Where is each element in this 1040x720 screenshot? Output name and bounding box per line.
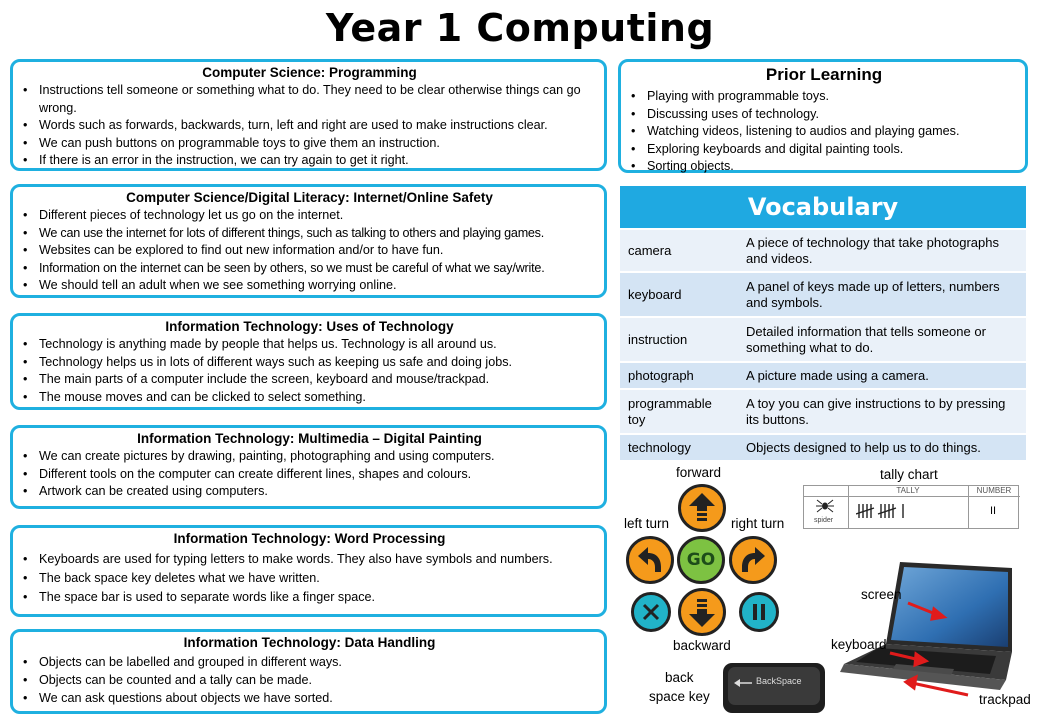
backspace-label-line2: space key bbox=[649, 689, 710, 704]
vocab-row bbox=[620, 433, 1026, 460]
number-column-header: NUMBER bbox=[968, 486, 1020, 497]
vocab-row bbox=[620, 271, 1026, 316]
list-item: • Technology is anything made by people that helps us. Technology is all around us. bbox=[21, 336, 598, 354]
list-item: • We can push buttons on programmable toys to give them an instruction. bbox=[21, 135, 598, 153]
section-online-safety bbox=[10, 184, 607, 298]
list-item: • The back space key deletes what we have written. bbox=[21, 569, 598, 588]
list-item: • Websites can be explored to find out new information and/or to have fun. bbox=[21, 242, 598, 260]
tally-number: II bbox=[990, 505, 997, 517]
vocab-term: programmable toy bbox=[628, 395, 712, 427]
backspace-key-icon bbox=[722, 662, 826, 719]
list-item: • Objects can be labelled and grouped in different ways. bbox=[21, 653, 598, 671]
list-item: • Artwork can be created using computers. bbox=[21, 483, 598, 501]
vocab-row bbox=[620, 361, 1026, 388]
section-heading: Information Technology: Word Processing bbox=[173, 531, 446, 546]
section-uses-of-technology bbox=[10, 313, 607, 410]
vocab-definition: Objects designed to help us to do things. bbox=[746, 439, 981, 455]
list-item: • If there is an error in the instruction, we can try again to get it right. bbox=[21, 152, 598, 170]
vocab-term: keyboard bbox=[628, 287, 682, 302]
list-item: • Technology helps us in lots of different ways such as keeping us safe and doing jobs. bbox=[21, 354, 598, 372]
list-item: • Exploring keyboards and digital painting tools. bbox=[629, 141, 1019, 159]
vocab-definition: A piece of technology that take photographs and videos. bbox=[746, 234, 999, 266]
list-item: • The mouse moves and can be clicked to select something. bbox=[21, 389, 598, 407]
section-word-processing bbox=[10, 525, 607, 617]
vocabulary-heading: Vocabulary bbox=[620, 186, 1026, 228]
section-data-handling bbox=[10, 629, 607, 714]
list-item: • We can ask questions about objects we have sorted. bbox=[21, 689, 598, 707]
vocab-definition: A panel of keys made up of letters, numbers and symbols. bbox=[746, 278, 1000, 310]
right-turn-label: right turn bbox=[731, 516, 785, 531]
backspace-label-line1: back bbox=[665, 670, 694, 685]
pointer-arrows-icon bbox=[880, 595, 990, 705]
vocab-term: instruction bbox=[628, 332, 688, 347]
section-heading: Information Technology: Data Handling bbox=[183, 635, 436, 650]
tally-chart-label: tally chart bbox=[880, 467, 938, 482]
vocab-definition: A picture made using a camera. bbox=[746, 367, 929, 383]
tally-marks-icon bbox=[856, 502, 908, 525]
vocab-term: camera bbox=[628, 243, 672, 258]
list-item: • Objects can be counted and a tally can be made. bbox=[21, 671, 598, 689]
backward-arrow-icon bbox=[678, 588, 726, 636]
list-item: • Sorting objects. bbox=[629, 158, 1019, 176]
go-button-icon bbox=[677, 536, 725, 584]
vocab-term: photograph bbox=[628, 368, 694, 383]
left-turn-arrow-icon bbox=[626, 536, 674, 584]
list-item: • Keyboards are used for typing letters to make words. They also have symbols and numbers. bbox=[21, 550, 598, 569]
go-label: GO bbox=[686, 550, 716, 570]
backward-label: backward bbox=[673, 638, 731, 653]
section-heading: Computer Science/Digital Literacy: Internet/Online Safety bbox=[126, 190, 493, 205]
spider-icon bbox=[816, 499, 834, 518]
screen-label: screen bbox=[861, 587, 902, 602]
trackpad-label: trackpad bbox=[979, 692, 1031, 707]
clear-x-icon bbox=[631, 592, 671, 632]
forward-arrow-icon bbox=[678, 484, 726, 532]
right-turn-arrow-icon bbox=[729, 536, 777, 584]
forward-label: forward bbox=[676, 465, 722, 480]
vocabulary-table bbox=[620, 186, 1026, 460]
section-heading: Computer Science: Programming bbox=[202, 65, 417, 80]
list-item: • Instructions tell someone or something what to do. They need to be clear otherwise things can go wrong. bbox=[21, 82, 581, 117]
vocab-row bbox=[620, 228, 1026, 271]
tally-column-header: TALLY bbox=[848, 486, 968, 497]
section-heading: Prior Learning bbox=[765, 65, 883, 84]
vocab-row bbox=[620, 316, 1026, 361]
list-item: • Information on the internet can be seen by others, so we must be careful of what we say/write. bbox=[21, 260, 598, 278]
list-item: • Watching videos, listening to audios and playing games. bbox=[629, 123, 1019, 141]
section-prior-learning bbox=[618, 59, 1028, 173]
list-item: • Words such as forwards, backwards, turn, left and right are used to make instructions clear. bbox=[21, 117, 598, 135]
list-item: • We should tell an adult when we see something worrying online. bbox=[21, 277, 598, 295]
keyboard-label: keyboard bbox=[831, 637, 887, 652]
vocab-row bbox=[620, 388, 1026, 433]
tally-item-label: spider bbox=[814, 517, 834, 524]
list-item: • We can create pictures by drawing, painting, photographing and using computers. bbox=[21, 448, 598, 466]
section-programming bbox=[10, 59, 607, 171]
vocab-definition: Detailed information that tells someone or something what to do. bbox=[746, 323, 986, 355]
pause-icon bbox=[739, 592, 779, 632]
list-item: • The main parts of a computer include the screen, keyboard and mouse/trackpad. bbox=[21, 371, 598, 389]
list-item: • Different pieces of technology let us go on the internet. bbox=[21, 207, 598, 225]
list-item: • The space bar is used to separate words like a finger space. bbox=[21, 588, 598, 607]
left-turn-label: left turn bbox=[624, 516, 670, 531]
page-title: Year 1 Computing bbox=[325, 6, 715, 50]
tally-chart bbox=[803, 485, 1019, 529]
section-heading: Information Technology: Multimedia – Digital Painting bbox=[137, 431, 482, 446]
list-item: • Discussing uses of technology. bbox=[629, 106, 1019, 124]
backspace-key-text: BackSpace bbox=[756, 676, 802, 686]
section-digital-painting bbox=[10, 425, 607, 509]
list-item: • We can use the internet for lots of different things, such as talking to others and playing games. bbox=[21, 225, 598, 243]
list-item: • Different tools on the computer can create different lines, shapes and colours. bbox=[21, 466, 598, 484]
list-item: • Playing with programmable toys. bbox=[629, 88, 1019, 106]
vocab-term: technology bbox=[628, 440, 691, 455]
section-heading: Information Technology: Uses of Technology bbox=[165, 319, 454, 334]
vocab-definition: A toy you can give instructions to by pressing its buttons. bbox=[746, 395, 1006, 427]
